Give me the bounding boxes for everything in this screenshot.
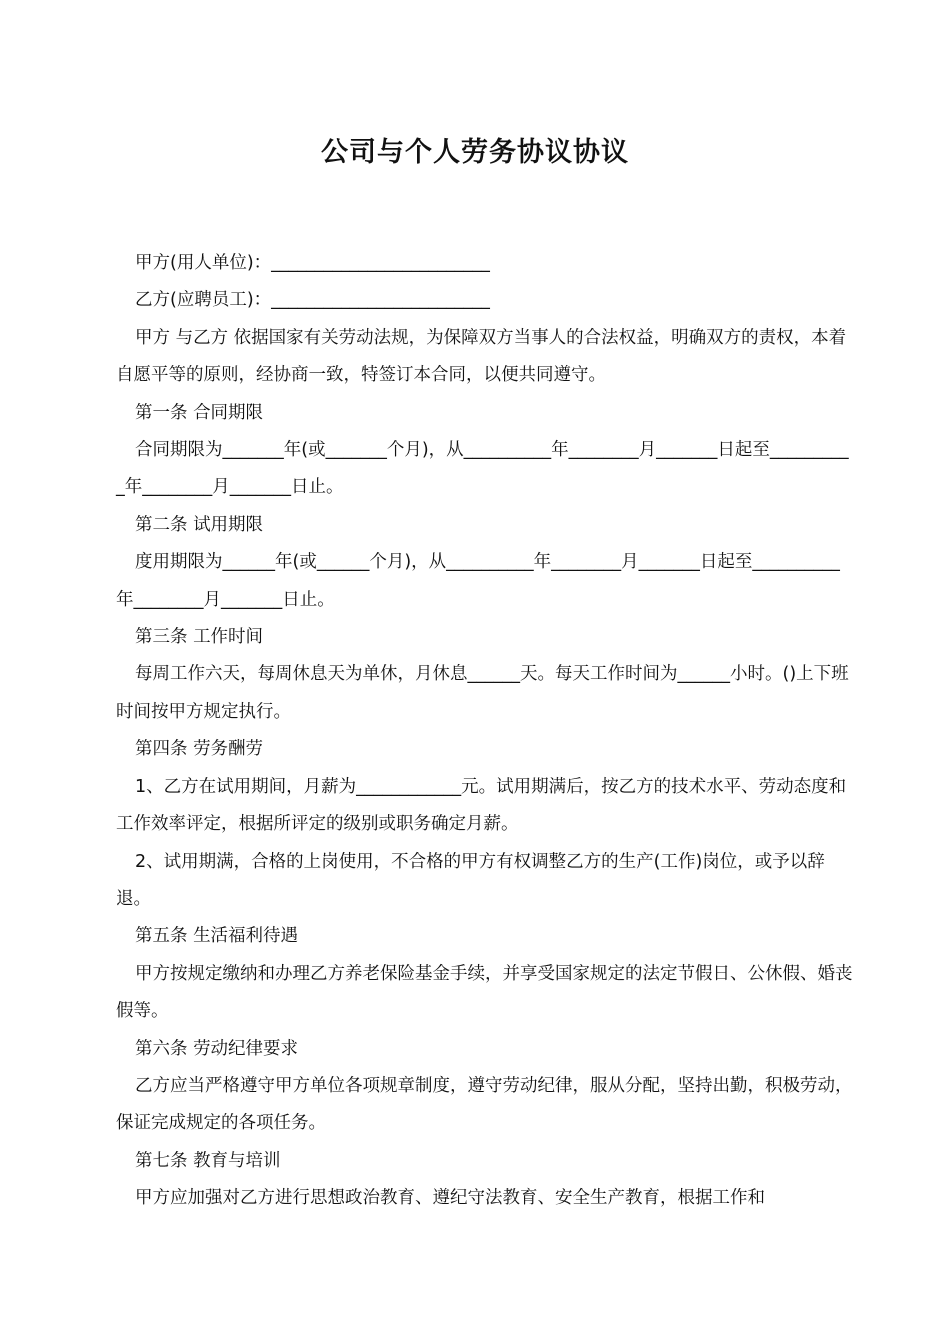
document-body [116, 245, 856, 1218]
article-4-item-1: 1、乙方在试用期间，月薪为____________元。试用期满后，按乙方的技术水平、劳动态度和工作效率评定，根据所评定的级别或职务确定月薪。 [116, 776, 847, 835]
article-2-text: 度用期限为______年(或______个月)，从__________年________月_______日起至__________年________月_______日止。 [116, 552, 840, 610]
document-title: 公司与个人劳务协议协议 [321, 137, 629, 168]
article-6-heading: 第六条 劳动纪律要求 [135, 1038, 299, 1059]
article-6-text: 乙方应当严格遵守甲方单位各项规章制度，遵守劳动纪律，服从分配，坚持出勤，积极劳动，保证完成规定的各项任务。 [116, 1075, 853, 1134]
article-5-text: 甲方按规定缴纳和办理乙方养老保险基金手续，并享受国家规定的法定节假日、公休假、婚丧假等。 [116, 963, 853, 1022]
preamble-paragraph: 甲方 与乙方 依据国家有关劳动法规，为保障双方当事人的合法权益，明确双方的责权，本着自愿平等的原则，经协商一致，特签订本合同，以便共同遵守。 [116, 327, 847, 386]
article-3-text: 每周工作六天，每周休息天为单休，月休息______天。每天工作时间为______小时。()上下班时间按甲方规定执行。 [116, 664, 849, 722]
article-3-heading: 第三条 工作时间 [135, 627, 264, 648]
article-5-heading: 第五条 生活福利待遇 [135, 926, 299, 947]
article-1-heading: 第一条 合同期限 [135, 402, 264, 423]
party-a-line: 甲方(用人单位)：_________________________ [135, 253, 490, 273]
article-1-text: 合同期限为_______年(或_______个月)，从__________年________月_______日起至__________年________月_______日止。 [116, 440, 849, 498]
party-b-line: 乙方(应聘员工)：_________________________ [135, 290, 490, 311]
article-4-heading: 第四条 劳务酬劳 [135, 739, 264, 760]
article-7-heading: 第七条 教育与培训 [135, 1150, 281, 1171]
article-2-heading: 第二条 试用期限 [135, 514, 264, 535]
article-7-text: 甲方应加强对乙方进行思想政治教育、遵纪守法教育、安全生产教育，根据工作和 [135, 1188, 765, 1209]
article-4-item-2: 2、试用期满，合格的上岗使用，不合格的甲方有权调整乙方的生产(工作)岗位，或予以辞退。 [116, 851, 825, 909]
